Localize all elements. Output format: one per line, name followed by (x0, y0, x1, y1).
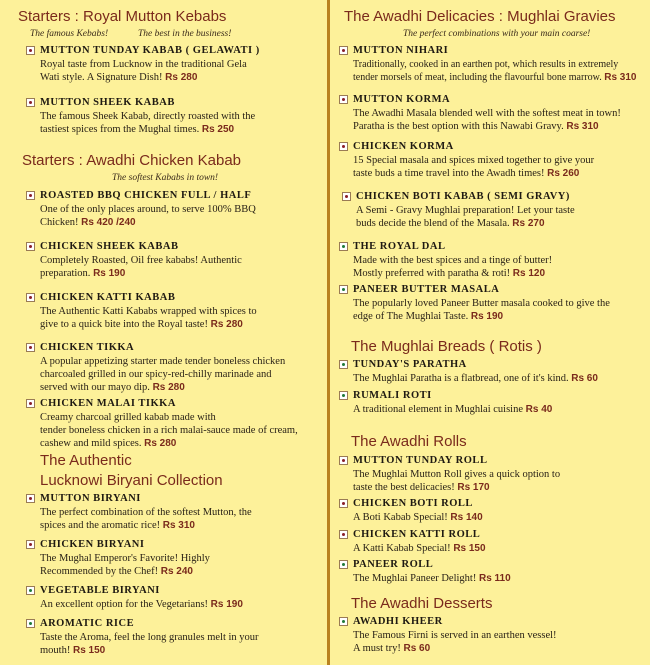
non-veg-icon (26, 98, 35, 107)
item-description: The popularly loved Paneer Butter masala cooked to give the (353, 298, 610, 309)
item-description: A traditional element in Mughlai cuisine Rs 40 (353, 404, 553, 415)
item-price: Rs 140 (450, 512, 483, 523)
item-description: A Katti Kabab Special! Rs 150 (353, 543, 486, 554)
veg-icon (339, 360, 348, 369)
item-description: The Mughlai Mutton Roll gives a quick option to (353, 469, 561, 480)
item-price: Rs 280 (144, 438, 177, 449)
non-veg-icon (26, 343, 35, 352)
item-description: charcoaled grilled in our spicy-red-chilly marinade and (40, 369, 272, 380)
item-price: Rs 170 (457, 482, 490, 493)
item-description: Wati style. A Signature Dish! Rs 280 (40, 72, 198, 83)
item-description: Mostly preferred with paratha & roti! Rs 120 (353, 268, 546, 279)
item-description: Recommended by the Chef! Rs 240 (40, 566, 193, 577)
item-price: Rs 420 /240 (81, 217, 136, 228)
item-price: Rs 120 (512, 268, 546, 279)
veg-icon (339, 285, 348, 294)
item-description: taste buds a time travel into the Awadh times! Rs 260 (353, 168, 580, 179)
section-title-awadhi-desserts: The Awadhi Desserts (351, 595, 493, 612)
item-name: MUTTON KORMA (353, 94, 451, 105)
item-description: The Authentic Katti Kababs wrapped with spices to (40, 306, 257, 317)
item-price: Rs 270 (512, 218, 545, 229)
item-description: Completely Roasted, Oil free kababs! Authentic (40, 255, 242, 266)
item-price: Rs 280 (210, 319, 243, 330)
item-name: CHICKEN BOTI KABAB ( SEMI GRAVY) (356, 191, 570, 202)
item-description: The Mughal Emperor's Favorite! Highly (40, 553, 210, 564)
item-description: 15 Special masala and spices mixed together to give your (353, 155, 595, 166)
section-title-awadhi-rolls: The Awadhi Rolls (351, 433, 467, 450)
item-description: A must try! Rs 60 (353, 643, 431, 654)
item-description: preparation. Rs 190 (40, 268, 126, 279)
item-description: An excellent option for the Vegetarians! Rs 190 (40, 599, 243, 610)
item-description: tastiest spices from the Mughal times. Rs 250 (40, 124, 235, 135)
item-price: Rs 190 (210, 599, 243, 610)
veg-icon (339, 617, 348, 626)
item-description: tender boneless chicken in a rich malai-sauce made of cream, (40, 425, 298, 436)
item-name: RUMALI ROTI (353, 390, 432, 401)
veg-icon (339, 560, 348, 569)
item-description: Traditionally, cooked in an earthen pot, which results in extremely (353, 59, 619, 70)
veg-icon (26, 619, 35, 628)
item-description: The famous Sheek Kabab, directly roasted with the (40, 111, 256, 122)
item-description: cashew and mild spices. Rs 280 (40, 438, 177, 449)
item-description: A Boti Kabab Special! Rs 140 (353, 512, 483, 523)
item-name: MUTTON SHEEK KABAB (40, 97, 175, 108)
item-price: Rs 60 (571, 373, 598, 384)
column-divider (327, 0, 330, 665)
item-description: A Semi - Gravy Mughlai preparation! Let your taste (356, 205, 575, 216)
item-name: CHICKEN KATTI ROLL (353, 529, 481, 540)
item-name: PANEER ROLL (353, 559, 434, 570)
item-name: VEGETABLE BIRYANI (40, 585, 160, 596)
non-veg-icon (342, 192, 351, 201)
item-name: CHICKEN TIKKA (40, 342, 135, 353)
item-description: Paratha is the best option with this Nawabi Gravy. Rs 310 (353, 121, 599, 132)
item-description: edge of The Mughlai Taste. Rs 190 (353, 311, 504, 322)
item-description: served with our mayo dip. Rs 280 (40, 382, 185, 393)
item-name: MUTTON TUNDAY KABAB ( GELAWATI ) (40, 45, 260, 56)
item-description: buds decide the blend of the Masala. Rs 270 (356, 218, 545, 229)
item-description: give to a quick bite into the Royal taste! Rs 280 (40, 319, 243, 330)
item-name: MUTTON BIRYANI (40, 493, 141, 504)
item-description: Creamy charcoal grilled kabab made with (40, 412, 216, 423)
item-name: CHICKEN KATTI KABAB (40, 292, 176, 303)
non-veg-icon (26, 494, 35, 503)
section-subtitle: The softest Kababs in town! (112, 173, 219, 183)
item-name: AWADHI KHEER (353, 616, 443, 627)
item-description: Made with the best spices and a tinge of butter! (353, 255, 553, 266)
section-title-mughlai-gravies: The Awadhi Delicacies : Mughlai Gravies (344, 8, 616, 25)
non-veg-icon (26, 46, 35, 55)
non-veg-icon (26, 399, 35, 408)
item-name: MUTTON TUNDAY ROLL (353, 455, 488, 466)
item-name: CHICKEN SHEEK KABAB (40, 241, 179, 252)
item-price: Rs 150 (453, 543, 486, 554)
section-subtitle: The best in the business! (138, 29, 232, 39)
non-veg-icon (26, 242, 35, 251)
non-veg-icon (339, 530, 348, 539)
item-price: Rs 250 (201, 124, 235, 135)
section-title-mughlai-breads: The Mughlai Breads ( Rotis ) (351, 338, 542, 355)
section-title-awadhi-chicken-kabab: Starters : Awadhi Chicken Kabab (22, 152, 242, 169)
item-price: Rs 280 (165, 72, 198, 83)
non-veg-icon (26, 540, 35, 549)
item-description: A popular appetizing starter made tender boneless chicken (40, 356, 286, 367)
item-description: One of the only places around, to serve 100% BBQ (40, 204, 256, 215)
non-veg-icon (26, 293, 35, 302)
item-price: Rs 190 (93, 268, 126, 279)
item-description: Royal taste from Lucknow in the traditional Gela (40, 59, 247, 70)
item-description: mouth! Rs 150 (40, 645, 106, 656)
item-description: The Mughlai Paratha is a flatbread, one of it's kind. Rs 60 (353, 373, 598, 384)
section-title-royal-mutton-kebabs: Starters : Royal Mutton Kebabs (18, 8, 227, 25)
non-veg-icon (339, 499, 348, 508)
item-name: CHICKEN KORMA (353, 141, 454, 152)
item-name: ROASTED BBQ CHICKEN FULL / HALF (40, 190, 252, 201)
item-description: Taste the Aroma, feel the long granules melt in your (40, 632, 259, 643)
veg-icon (339, 391, 348, 400)
item-price: Rs 110 (478, 573, 511, 584)
non-veg-icon (339, 142, 348, 151)
item-price: Rs 150 (72, 645, 106, 656)
item-name: CHICKEN BOTI ROLL (353, 498, 473, 509)
section-subtitle: The famous Kebabs! (30, 29, 109, 39)
item-name: THE ROYAL DAL (353, 241, 446, 252)
item-price: Rs 280 (152, 382, 185, 393)
item-description: The perfect combination of the softest Mutton, the (40, 507, 252, 518)
item-description: spices and the aromatic rice! Rs 310 (40, 520, 195, 531)
item-price: Rs 310 (604, 72, 637, 83)
item-price: Rs 260 (547, 168, 580, 179)
item-price: Rs 60 (403, 643, 431, 654)
veg-icon (339, 242, 348, 251)
item-description: The Mughlai Paneer Delight! Rs 110 (353, 573, 511, 584)
non-veg-icon (26, 191, 35, 200)
section-subtitle: The perfect combinations with your main coarse! (403, 29, 591, 39)
item-description: tender morsels of meat, including the flavourful bone marrow. Rs 310 (353, 72, 637, 83)
non-veg-icon (339, 456, 348, 465)
non-veg-icon (339, 95, 348, 104)
item-price: Rs 40 (525, 404, 553, 415)
item-description: Chicken! Rs 420 /240 (40, 217, 136, 228)
section-title-biryani-line2: Lucknowi Biryani Collection (40, 472, 223, 489)
item-name: CHICKEN BIRYANI (40, 539, 145, 550)
item-name: AROMATIC RICE (40, 618, 135, 629)
item-description: taste the best delicacies! Rs 170 (353, 482, 490, 493)
item-price: Rs 190 (470, 311, 504, 322)
item-description: The Famous Firni is served in an earthen vessel! (353, 630, 557, 641)
item-name: TUNDAY'S PARATHA (353, 359, 467, 370)
item-price: Rs 310 (162, 520, 195, 531)
non-veg-icon (339, 46, 348, 55)
item-price: Rs 310 (566, 121, 599, 132)
item-price: Rs 240 (160, 566, 193, 577)
item-name: MUTTON NIHARI (353, 45, 449, 56)
item-name: CHICKEN MALAI TIKKA (40, 398, 176, 409)
item-name: PANEER BUTTER MASALA (353, 284, 500, 295)
item-description: The Awadhi Masala blended well with the softest meat in town! (353, 108, 621, 119)
veg-icon (26, 586, 35, 595)
section-title-biryani-line1: The Authentic (40, 452, 132, 469)
